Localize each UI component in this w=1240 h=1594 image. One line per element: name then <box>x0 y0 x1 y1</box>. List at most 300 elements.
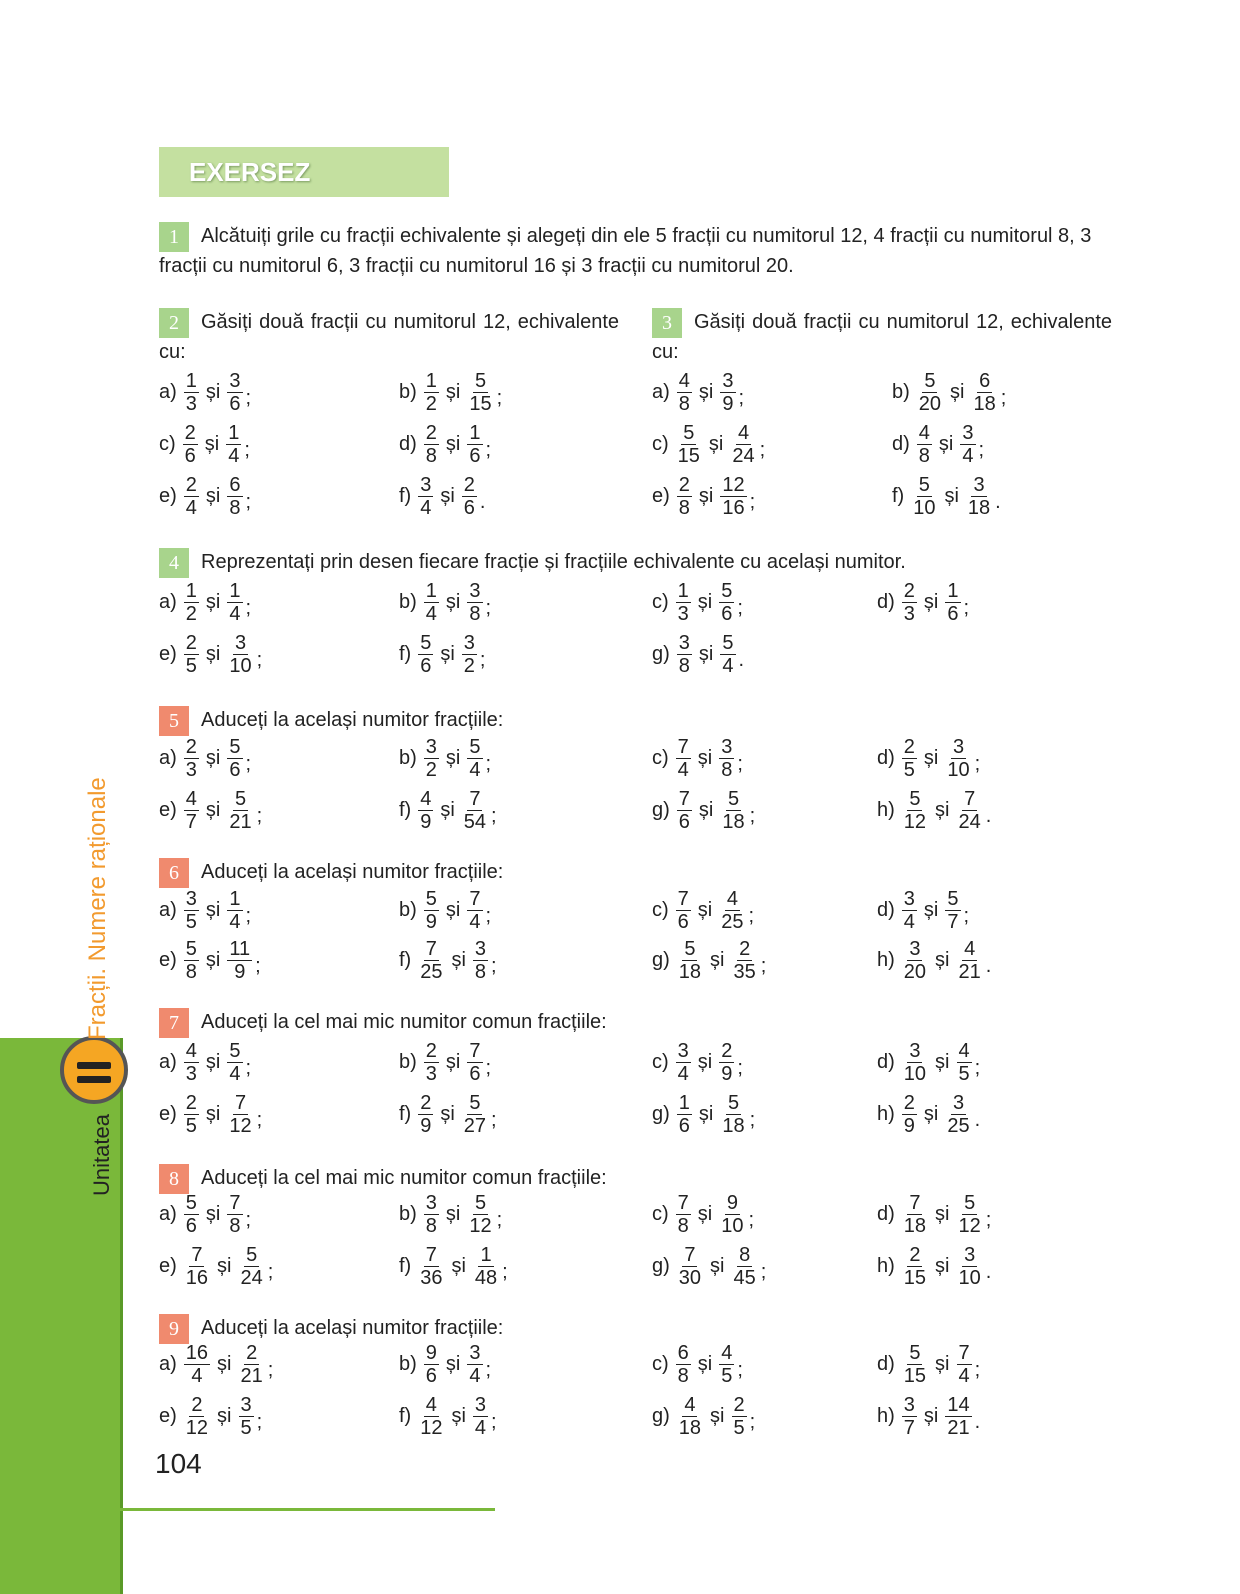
fraction <box>902 1092 917 1137</box>
numerator: 1 <box>185 580 197 602</box>
connector: și <box>451 1255 466 1277</box>
denominator: 36 <box>420 1267 443 1289</box>
fraction <box>719 1342 734 1387</box>
connector: și <box>923 747 939 769</box>
denominator: 4 <box>722 655 734 677</box>
numerator: 2 <box>425 422 437 444</box>
exercise-statement <box>652 308 1112 367</box>
item-label: b) <box>399 591 417 613</box>
numerator: 3 <box>463 632 475 654</box>
numerator: 1 <box>185 370 197 392</box>
denominator: 3 <box>677 603 689 625</box>
fraction <box>418 788 433 833</box>
exercise-statement <box>159 858 1119 888</box>
connector: și <box>710 1405 725 1427</box>
item-label: a) <box>159 381 177 403</box>
exercise-item <box>399 370 502 415</box>
denominator: 10 <box>958 1267 981 1289</box>
fraction <box>227 1192 242 1237</box>
denominator: 25 <box>947 1115 970 1137</box>
denominator: 6 <box>721 603 733 625</box>
numerator: 4 <box>684 1394 696 1416</box>
numerator: 8 <box>739 1244 751 1266</box>
exercise-item <box>399 736 491 781</box>
denominator: 8 <box>474 961 487 983</box>
numerator: 2 <box>678 474 690 496</box>
exercise-item <box>652 632 744 677</box>
numerator: 3 <box>677 1040 689 1062</box>
numerator: 2 <box>909 1244 921 1266</box>
denominator: 7 <box>185 811 197 833</box>
denominator: 4 <box>425 603 437 625</box>
item-label: d) <box>399 433 417 455</box>
numerator: 5 <box>474 1192 487 1214</box>
exercise-item <box>399 788 497 833</box>
denominator: 5 <box>721 1365 733 1387</box>
item-end: ; <box>479 649 486 671</box>
item-end: ; <box>491 1109 497 1131</box>
denominator: 16 <box>722 497 745 519</box>
denominator: 18 <box>973 393 996 415</box>
fraction <box>184 938 199 983</box>
connector: și <box>445 591 461 613</box>
connector: și <box>451 949 466 971</box>
item-label: e) <box>652 485 670 507</box>
numerator: 7 <box>469 888 481 910</box>
fraction <box>184 1040 199 1085</box>
connector: și <box>205 643 221 665</box>
fraction <box>239 1342 265 1387</box>
denominator: 8 <box>229 497 241 519</box>
denominator: 4 <box>185 497 197 519</box>
denominator: 15 <box>469 393 492 415</box>
fraction <box>424 736 439 781</box>
numerator: 3 <box>721 736 733 758</box>
fraction <box>957 938 983 983</box>
denominator: 4 <box>469 1365 481 1387</box>
denominator: 4 <box>191 1365 203 1387</box>
item-end: . <box>974 1109 981 1131</box>
numerator: 5 <box>185 938 197 960</box>
fraction <box>424 1192 439 1237</box>
item-label: b) <box>399 899 417 921</box>
numerator: 14 <box>947 1394 970 1416</box>
denominator: 4 <box>677 759 689 781</box>
denominator: 10 <box>229 655 252 677</box>
fraction <box>957 1342 972 1387</box>
item-end: ; <box>245 597 252 619</box>
item-end: . <box>985 805 992 827</box>
exercise-item <box>399 1394 497 1439</box>
item-label: e) <box>159 1103 177 1125</box>
page-number: 104 <box>155 1448 202 1479</box>
exercise-item <box>399 1244 508 1289</box>
item-label: f) <box>399 485 412 507</box>
exercise-item <box>652 580 743 625</box>
numerator: 1 <box>480 1244 492 1266</box>
item-end: ; <box>491 955 497 977</box>
connector: și <box>205 485 221 507</box>
denominator: 8 <box>229 1215 241 1237</box>
fraction <box>462 474 477 519</box>
fraction <box>227 474 242 519</box>
item-end: ; <box>245 1057 252 1079</box>
fraction <box>184 632 199 677</box>
denominator: 8 <box>469 603 481 625</box>
numerator: 5 <box>420 632 432 654</box>
fraction <box>902 938 928 983</box>
numerator: 2 <box>463 474 475 496</box>
denominator: 6 <box>947 603 959 625</box>
denominator: 15 <box>903 1267 927 1289</box>
item-end: ; <box>245 1209 252 1231</box>
fraction <box>418 1092 433 1137</box>
statement-text: Aduceți la același numitor fracțiile: <box>201 1317 504 1339</box>
numerator: 5 <box>947 888 959 910</box>
fraction <box>719 888 745 933</box>
fraction <box>677 370 692 415</box>
numerator: 4 <box>420 788 432 810</box>
fraction <box>677 788 692 833</box>
item-label: c) <box>652 899 669 921</box>
item-end: . <box>974 1411 981 1433</box>
item-end: ; <box>737 753 743 775</box>
exercise-item <box>159 736 251 781</box>
exercise-item <box>399 1192 502 1237</box>
numerator: 3 <box>903 888 915 910</box>
denominator: 12 <box>903 811 927 833</box>
connector: și <box>944 485 959 507</box>
connector: și <box>935 949 950 971</box>
numerator: 7 <box>425 1244 437 1266</box>
fraction <box>957 1244 983 1289</box>
denominator: 7 <box>903 1417 915 1439</box>
connector: și <box>698 643 714 665</box>
denominator: 8 <box>678 655 690 677</box>
fraction <box>677 1244 703 1289</box>
item-end: ; <box>491 1411 497 1433</box>
connector: și <box>923 899 939 921</box>
item-label: e) <box>159 485 177 507</box>
numerator: 2 <box>903 736 915 758</box>
fraction <box>418 938 444 983</box>
exercise-number: 3 <box>652 308 682 338</box>
numerator: 1 <box>677 580 689 602</box>
numerator: 3 <box>722 370 734 392</box>
exercise-8 <box>159 1164 1119 1289</box>
numerator: 5 <box>425 888 437 910</box>
connector: și <box>205 1203 221 1225</box>
denominator: 6 <box>469 1063 481 1085</box>
item-label: a) <box>159 747 177 769</box>
fraction <box>418 1244 444 1289</box>
exercise-9 <box>159 1314 1119 1439</box>
fraction <box>966 474 992 519</box>
exercise-item <box>652 422 765 467</box>
item-end: ; <box>963 597 970 619</box>
item-label: b) <box>399 747 417 769</box>
numerator: 3 <box>973 474 985 496</box>
exercise-item <box>159 1092 262 1137</box>
item-label: g) <box>652 643 670 665</box>
denominator: 2 <box>463 655 475 677</box>
numerator: 4 <box>185 788 197 810</box>
item-end: ; <box>985 1209 992 1231</box>
denominator: 20 <box>903 961 927 983</box>
statement-text: Aduceți la același numitor fracțiile: <box>201 861 504 883</box>
numerator: 7 <box>677 1192 689 1214</box>
connector: și <box>950 381 965 403</box>
numerator: 7 <box>909 1192 921 1214</box>
denominator: 10 <box>903 1063 927 1085</box>
numerator: 5 <box>684 938 696 960</box>
numerator: 7 <box>964 788 976 810</box>
denominator: 24 <box>732 445 755 467</box>
fraction <box>467 422 482 467</box>
denominator: 4 <box>962 445 974 467</box>
denominator: 5 <box>185 911 197 933</box>
exercise-3 <box>652 308 1117 519</box>
denominator: 18 <box>722 1115 745 1137</box>
connector: și <box>698 485 714 507</box>
denominator: 6 <box>185 1215 197 1237</box>
connector: și <box>935 1255 950 1277</box>
denominator: 8 <box>677 1215 689 1237</box>
connector: și <box>440 643 455 665</box>
item-end: ; <box>749 1411 756 1433</box>
fraction <box>418 474 433 519</box>
connector: și <box>697 1203 713 1225</box>
numerator: 2 <box>185 474 197 496</box>
numerator: 4 <box>918 422 930 444</box>
numerator: 5 <box>474 370 487 392</box>
section-title: EXERSEZ <box>159 147 449 197</box>
item-label: e) <box>159 1255 177 1277</box>
numerator: 3 <box>474 1394 487 1416</box>
exercise-item <box>652 370 744 415</box>
exercise-item <box>652 736 743 781</box>
exercise-6 <box>159 858 1119 983</box>
fraction <box>462 788 488 833</box>
fraction <box>184 1092 199 1137</box>
connector: și <box>935 1353 950 1375</box>
fraction <box>424 1342 439 1387</box>
exercise-number: 9 <box>159 1314 189 1344</box>
exercise-item <box>877 1394 980 1439</box>
numerator: 3 <box>474 938 487 960</box>
numerator: 5 <box>185 1192 197 1214</box>
fraction <box>676 1040 691 1085</box>
denominator: 6 <box>229 759 241 781</box>
denominator: 6 <box>425 1365 437 1387</box>
item-label: a) <box>159 591 177 613</box>
item-label: g) <box>652 1405 670 1427</box>
numerator: 3 <box>229 370 241 392</box>
fraction <box>467 370 493 415</box>
fraction <box>227 888 242 933</box>
item-label: b) <box>892 381 910 403</box>
connector: și <box>217 1353 232 1375</box>
denominator: 9 <box>234 961 246 983</box>
numerator: 2 <box>184 422 196 444</box>
statement-text: Găsiți două fracții cu numitorul 12, echivalente cu: <box>159 311 619 363</box>
item-label: a) <box>159 1353 177 1375</box>
exercise-item <box>159 1394 262 1439</box>
numerator: 4 <box>678 370 690 392</box>
connector: și <box>923 1103 939 1125</box>
denominator: 18 <box>967 497 991 519</box>
fraction <box>184 1394 210 1439</box>
exercise-item <box>159 1342 273 1387</box>
exercise-4 <box>159 548 1119 677</box>
connector: și <box>697 747 713 769</box>
unit-title: Fracții. Numere raționale <box>84 777 111 1040</box>
fraction <box>911 474 937 519</box>
exercise-item <box>399 632 485 677</box>
exercise-item <box>652 888 754 933</box>
item-label: d) <box>877 591 895 613</box>
fraction <box>424 370 439 415</box>
connector: și <box>205 899 221 921</box>
connector: și <box>205 949 221 971</box>
connector: și <box>440 799 455 821</box>
denominator: 8 <box>677 1365 689 1387</box>
fraction <box>424 580 439 625</box>
statement-text: Alcătuiți grile cu fracții echivalente și alegeți din ele 5 fracții cu numitorul 12, 4 fracții cu numitorul 8, 3 fracții cu numitorul 6, 3 fracții cu numitorul 16 și 3 fracții cu numitorul 20. <box>159 225 1092 277</box>
item-end: ; <box>974 1057 981 1079</box>
page-footer-line <box>120 1508 495 1511</box>
connector: și <box>935 1203 950 1225</box>
exercise-item <box>159 580 251 625</box>
fraction <box>467 1040 482 1085</box>
exercise-statement <box>159 1314 1119 1344</box>
fraction <box>424 1040 439 1085</box>
connector: și <box>445 1051 461 1073</box>
item-end: ; <box>256 1109 263 1131</box>
item-label: g) <box>652 799 670 821</box>
fraction <box>902 736 917 781</box>
numerator: 1 <box>229 888 241 910</box>
denominator: 21 <box>958 961 981 983</box>
denominator: 12 <box>469 1215 492 1237</box>
numerator: 5 <box>924 370 936 392</box>
numerator: 4 <box>737 422 750 444</box>
exercise-item <box>877 888 969 933</box>
fraction <box>424 888 439 933</box>
item-label: d) <box>877 1051 895 1073</box>
item-label: f) <box>399 949 412 971</box>
fraction <box>917 422 932 467</box>
numerator: 2 <box>185 1092 197 1114</box>
denominator: 18 <box>678 1417 702 1439</box>
fraction <box>473 1394 488 1439</box>
item-label: g) <box>652 949 670 971</box>
exercise-item <box>877 1192 991 1237</box>
denominator: 4 <box>469 911 481 933</box>
connector: și <box>445 1203 461 1225</box>
exercise-item <box>652 1342 743 1387</box>
fraction <box>720 1092 746 1137</box>
connector: și <box>697 1051 713 1073</box>
connector: și <box>440 485 455 507</box>
statement-text: Aduceți la cel mai mic numitor comun fracțiile: <box>201 1011 607 1033</box>
numerator: 2 <box>425 1040 437 1062</box>
exercise-item <box>399 1092 497 1137</box>
numerator: 2 <box>903 1092 915 1114</box>
denominator: 7 <box>947 911 959 933</box>
denominator: 12 <box>229 1115 252 1137</box>
fraction <box>732 1394 747 1439</box>
exercise-item <box>877 1092 980 1137</box>
item-label: d) <box>877 747 895 769</box>
denominator: 5 <box>240 1417 252 1439</box>
fraction <box>184 1192 199 1237</box>
item-label: b) <box>399 1353 417 1375</box>
item-end: ; <box>738 387 745 409</box>
item-label: h) <box>877 1405 895 1427</box>
denominator: 4 <box>229 603 241 625</box>
item-end: ; <box>974 1359 981 1381</box>
denominator: 8 <box>678 497 690 519</box>
item-end: . <box>985 1261 992 1283</box>
item-end: ; <box>245 491 252 513</box>
item-end: ; <box>502 1261 508 1283</box>
statement-text: Aduceți la același numitor fracțiile: <box>201 709 504 731</box>
item-end: . <box>995 491 1001 513</box>
numerator: 7 <box>191 1244 203 1266</box>
numerator: 9 <box>726 1192 738 1214</box>
numerator: 5 <box>722 632 734 654</box>
item-end: ; <box>748 1209 755 1231</box>
denominator: 9 <box>425 911 437 933</box>
fraction <box>945 580 960 625</box>
item-end: ; <box>244 439 250 461</box>
denominator: 15 <box>677 445 700 467</box>
exercise-item <box>399 474 485 519</box>
denominator: 15 <box>903 1365 927 1387</box>
item-label: h) <box>877 1103 895 1125</box>
item-label: a) <box>159 899 177 921</box>
denominator: 12 <box>958 1215 981 1237</box>
numerator: 3 <box>909 1040 921 1062</box>
connector: și <box>217 1405 232 1427</box>
denominator: 9 <box>722 393 734 415</box>
fraction <box>677 632 692 677</box>
denominator: 4 <box>229 911 241 933</box>
item-end: ; <box>737 597 743 619</box>
fraction <box>720 632 735 677</box>
item-label: a) <box>159 1203 177 1225</box>
item-end: ; <box>496 387 503 409</box>
fraction <box>677 474 692 519</box>
exercise-7 <box>159 1008 1119 1137</box>
numerator: 7 <box>958 1342 970 1364</box>
connector: și <box>697 899 713 921</box>
denominator: 10 <box>721 1215 744 1237</box>
fraction <box>957 788 983 833</box>
item-end: ; <box>485 439 492 461</box>
connector: și <box>205 381 221 403</box>
numerator: 5 <box>683 422 695 444</box>
numerator: 7 <box>229 1192 241 1214</box>
exercise-item <box>159 1040 251 1085</box>
denominator: 4 <box>474 1417 487 1439</box>
item-end: ; <box>256 649 263 671</box>
fraction <box>902 888 917 933</box>
item-label: b) <box>399 1051 417 1073</box>
denominator: 6 <box>678 1115 690 1137</box>
connector: și <box>205 1103 221 1125</box>
